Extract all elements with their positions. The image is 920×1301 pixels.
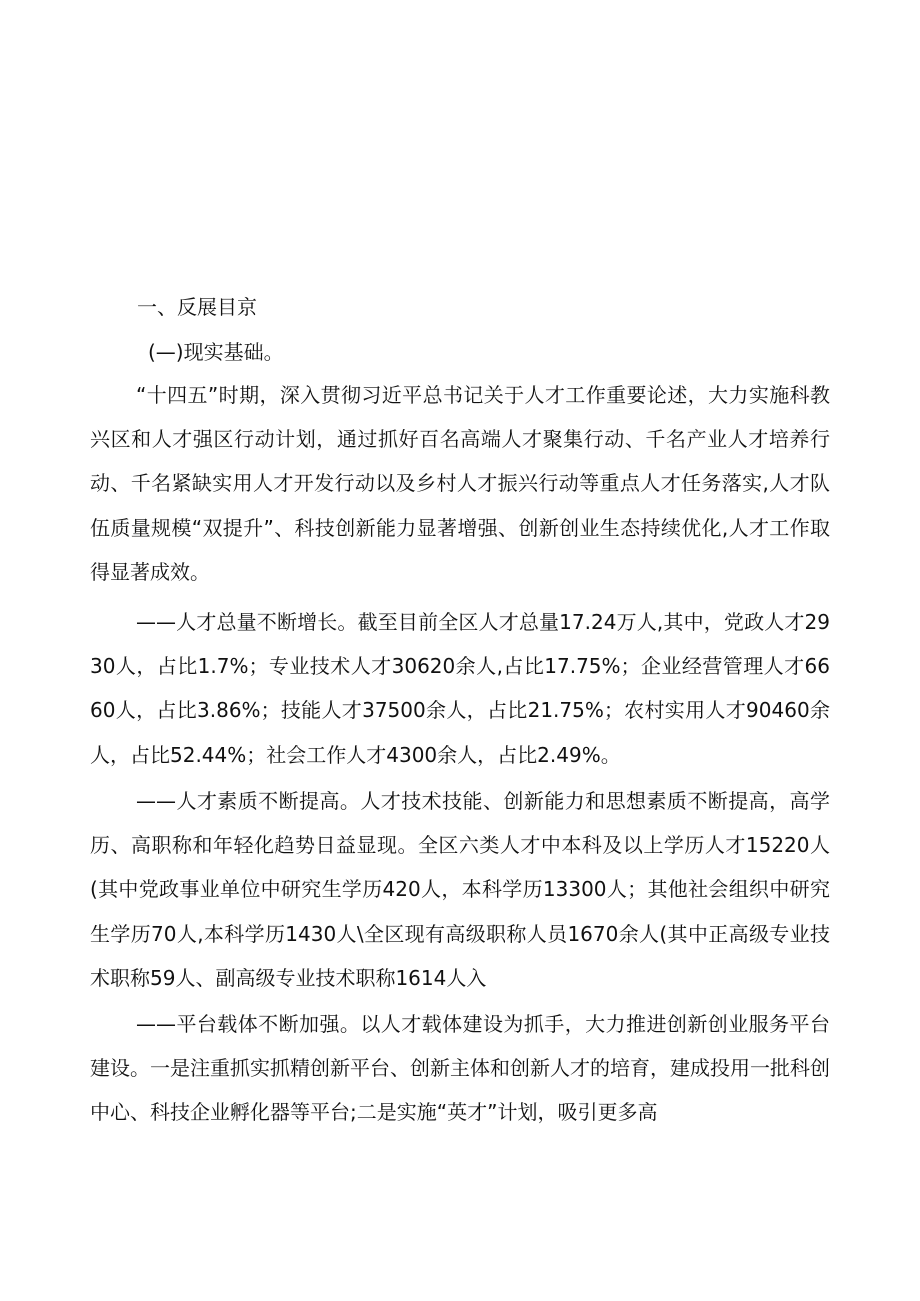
paragraph-talent-total: ——人才总量不断增长。截至目前全区人才总量17.24万人,其中，党政人才2930人，占比1.7%；专业技术人才30620余人,占比17.75%；企业经营管理人才6660人，占比3.86%；技能人才37500余人，占比21.75%；农村实用人才90460余人，占比52.44%；社会工作人才4300余人，占比2.49%。 [90, 610, 830, 767]
paragraph-overview: “十四五”时期，深入贯彻习近平总书记关于人才工作重要论述，大力实施科教兴区和人才强区行动计划，通过抓好百名高端人才聚集行动、千名产业人才培养行动、千名紧缺实用人才开发行动以及乡村人才振兴行动等重点人才任务落实,人才队伍质量规模“双提升”、科技创新能力显著增强、创新创业生态持续优化,人才工作取得显著成效。 [90, 383, 830, 584]
section-heading: 一、反展目京 [137, 295, 257, 319]
paragraph-talent-quality: ——人才素质不断提高。人才技术技能、创新能力和思想素质不断提高，高学历、高职称和年轻化趋势日益显现。全区六类人才中本科及以上学历人才15220人(其中党政事业单位中研究生学历420人，本科学历13300人；其他社会组织中研究生学历70人,本科学历1430人\全区现有高级职称人员1670余人(其中正高级专业技术职称59人、副高级专业技术职称1614人入 [90, 789, 830, 990]
paragraph-platform: ——平台载体不断加强。以人才载体建设为抓手，大力推进创新创业服务平台建设。一是注重抓实抓精创新平台、创新主体和创新人才的培育，建成投用一批科创中心、科技企业孵化器等平台;二是实施“英才”计划，吸引更多高 [90, 1012, 830, 1125]
subsection-heading: (—)现实基础。 [148, 340, 284, 364]
